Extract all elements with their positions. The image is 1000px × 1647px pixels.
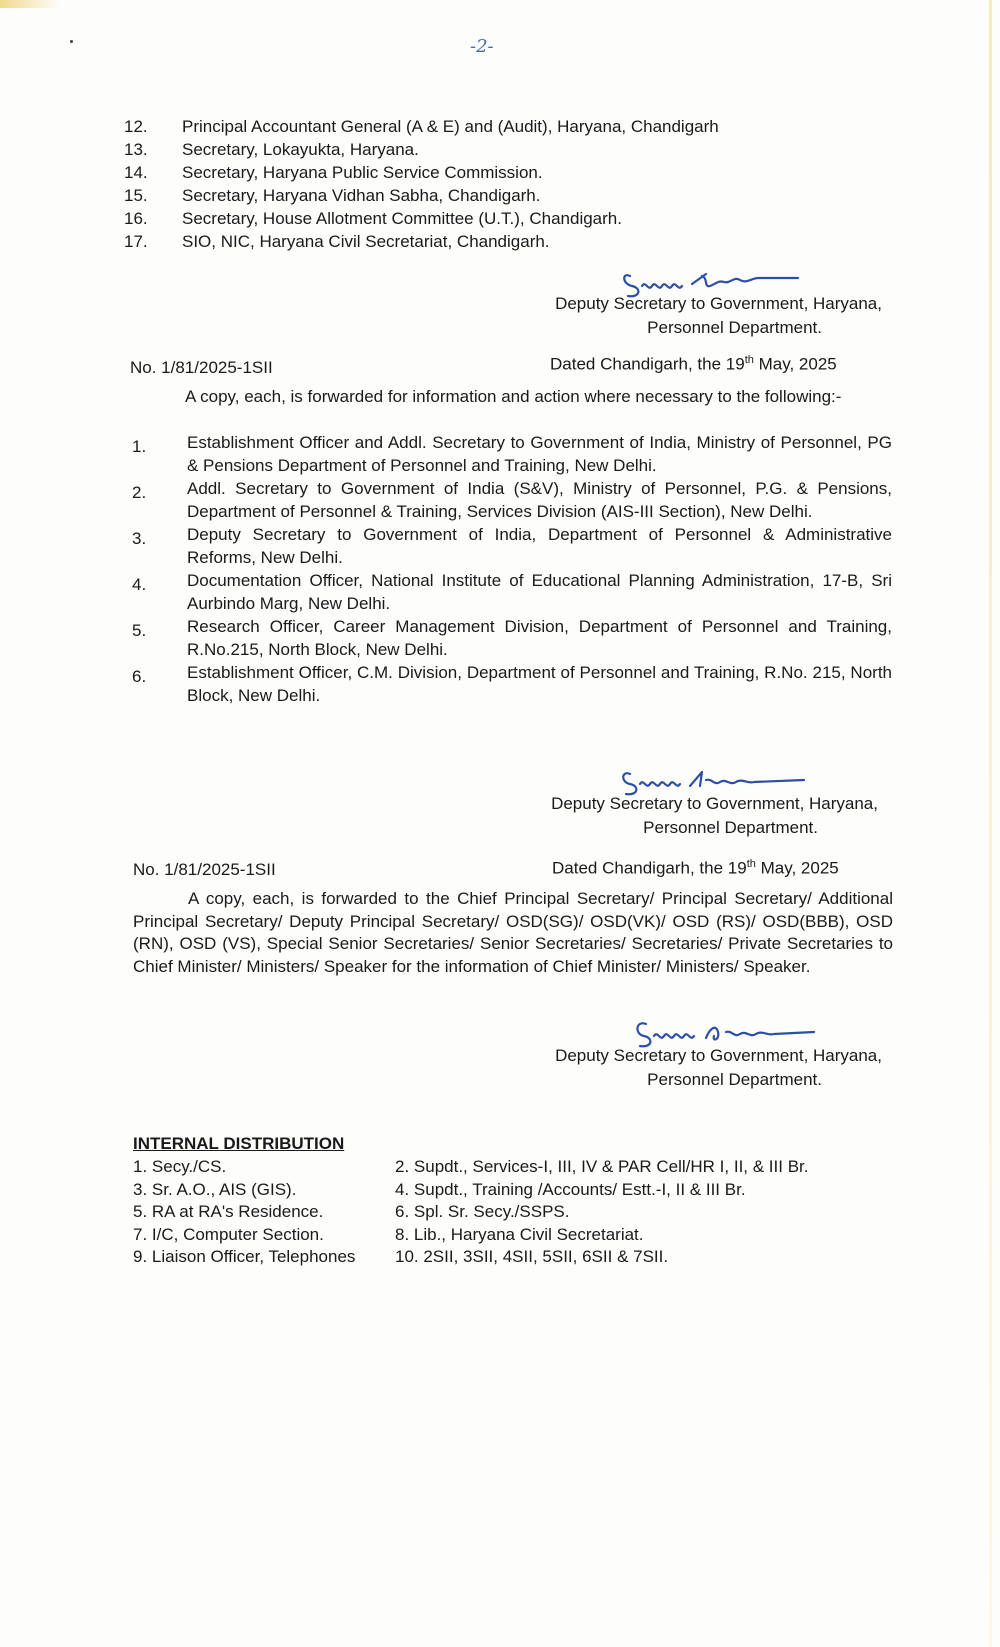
list-item: 5. Research Officer, Career Management Division, Department of Personnel and Training, R.No.215, North Block, New Delhi.: [132, 617, 892, 659]
dated-line: Dated Chandigarh, the 19th May, 2025: [552, 858, 839, 878]
list-item: 15. Secretary, Haryana Vidhan Sabha, Chandigarh.: [124, 186, 541, 205]
list-item: 17. SIO, NIC, Haryana Civil Secretariat, Chandigarh.: [124, 232, 550, 251]
page-number: -2-: [470, 36, 494, 57]
distribution-row: 7. I/C, Computer Section. 8. Lib., Haryana Civil Secretariat.: [133, 1224, 644, 1244]
endorsement-list: [132, 432, 892, 707]
signature-block-1: [555, 292, 882, 340]
scan-corner-mark: [0, 0, 60, 8]
list-item: 13. Secretary, Lokayukta, Haryana.: [124, 140, 419, 159]
distribution-row: 5. RA at RA's Residence. 6. Spl. Sr. Secy./SSPS.: [133, 1202, 570, 1221]
signature-block-2: [551, 792, 878, 840]
list-item: 2. Addl. Secretary to Government of India (S&V), Ministry of Personnel, P.G. & Pensions, Department of Personnel & Training, Services Division (AIS-III Section), New Delhi.: [132, 479, 892, 521]
internal-distribution-list: [133, 1156, 808, 1269]
internal-distribution-title: INTERNAL DISTRIBUTION: [133, 1134, 345, 1153]
distribution-row: 3. Sr. A.O., AIS (GIS). 4. Supdt., Training /Accounts/ Estt.-I, II & III Br.: [133, 1179, 746, 1199]
list-item: 12. Principal Accountant General (A & E) and (Audit), Haryana, Chandigarh: [124, 117, 719, 136]
reference-number: No. 1/81/2025-1SII: [133, 860, 276, 879]
list-item: 3. Deputy Secretary to Government of India, Department of Personnel & Administrative Reforms, New Delhi.: [132, 525, 892, 567]
distribution-row: 9. Liaison Officer, Telephones 10. 2SII, 3SII, 4SII, 5SII, 6SII & 7SII.: [133, 1247, 669, 1266]
top-list: [124, 115, 719, 253]
scan-speck: [70, 40, 73, 43]
signature-block-3: [555, 1044, 882, 1092]
distribution-row: 1. Secy./CS. 2. Supdt., Services-I, III, IV & PAR Cell/HR I, II, & III Br.: [133, 1157, 809, 1176]
signatory-department: Personnel Department.: [643, 818, 818, 837]
signatory-department: Personnel Department.: [647, 318, 822, 337]
signatory-title: Deputy Secretary to Government, Haryana,: [555, 1046, 882, 1065]
reference-number: No. 1/81/2025-1SII: [130, 358, 273, 377]
list-item: 1. Establishment Officer and Addl. Secretary to Government of India, Ministry of Personnel, PG & Pensions Department of Personnel and Training, New Delhi.: [132, 433, 892, 475]
dated-line: Dated Chandigarh, the 19th May, 2025: [550, 354, 837, 374]
list-item: 4. Documentation Officer, National Institute of Educational Planning Administration, 17-B, Sri Aurbindo Marg, New Delhi.: [132, 571, 892, 613]
list-item: 14. Secretary, Haryana Public Service Commission.: [124, 163, 543, 182]
scan-edge: [989, 0, 992, 1647]
list-item: 6. Establishment Officer, C.M. Division, Department of Personnel and Training, R.No. 215, North Block, New Delhi.: [132, 663, 892, 705]
signatory-title: Deputy Secretary to Government, Haryana,: [551, 794, 878, 813]
signatory-title: Deputy Secretary to Government, Haryana,: [555, 294, 882, 313]
list-item: 16. Secretary, House Allotment Committee (U.T.), Chandigarh.: [124, 209, 622, 228]
signatory-department: Personnel Department.: [647, 1070, 822, 1089]
endorsement-intro: A copy, each, is forwarded for information and action where necessary to the following:-: [185, 387, 842, 406]
endorsement-text: A copy, each, is forwarded to the Chief Principal Secretary/ Principal Secretary/ Additional Principal Secretary/ Deputy Principal Secretary/ OSD(SG)/ OSD(VK)/ OSD (RS)/ OSD(BBB), OSD (RN), OSD (VS), Special Senior Secretaries/ Senior Secretaries/ Secretaries/ Private Secretaries to Chief Minister/ Ministers/ Speaker for the information of Chief Minister/ Ministers/ Speaker.: [133, 889, 893, 976]
